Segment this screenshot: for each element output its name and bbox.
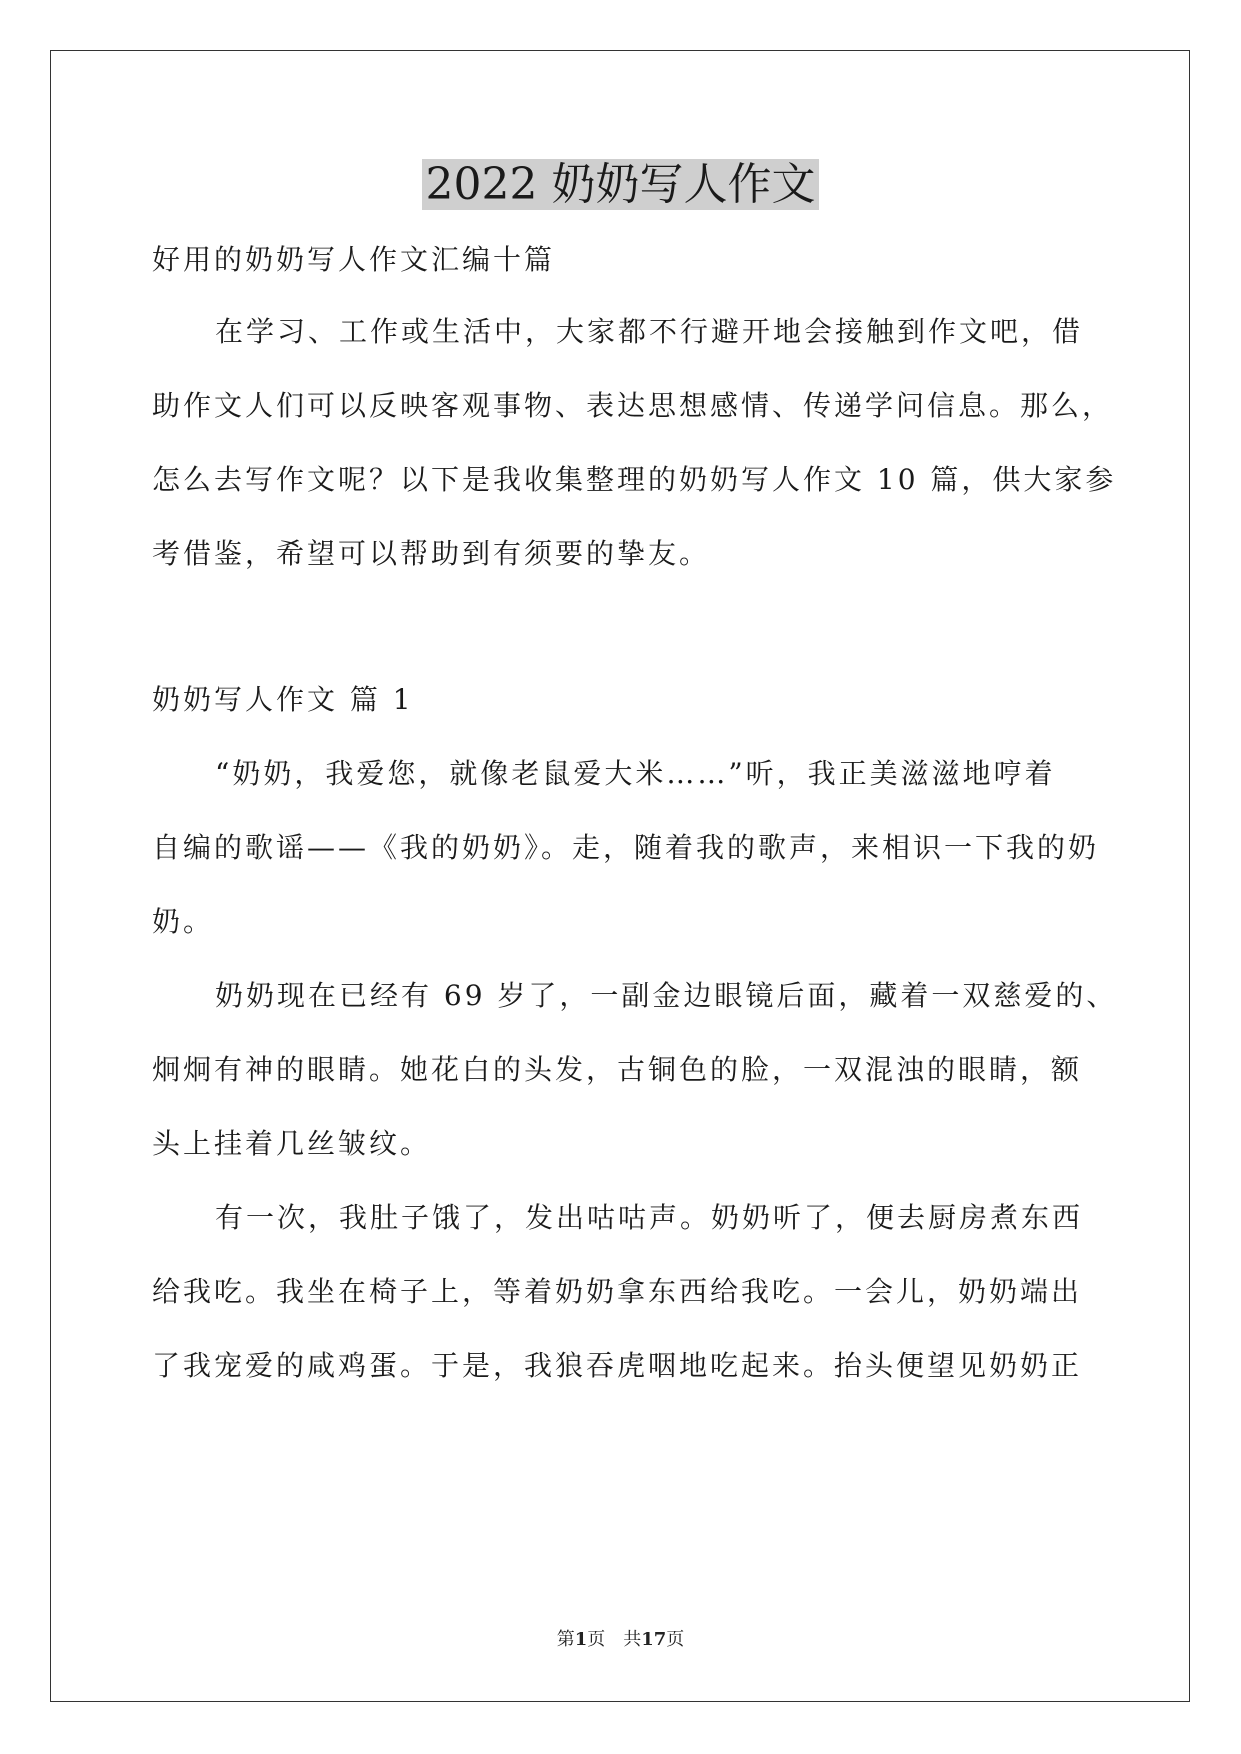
footer-total-pages: 17: [641, 1629, 667, 1650]
paragraph-3-line-3: 了我宠爱的咸鸡蛋。于是，我狼吞虎咽地吃起来。抬头便望见奶奶正: [152, 1349, 1083, 1382]
paragraph-1-line-2: 自编的歌谣——《我的奶奶》。走，随着我的歌声，来相识一下我的奶: [152, 831, 1100, 864]
document-subtitle: 好用的奶奶写人作文汇编十篇: [152, 243, 556, 276]
page-border: [50, 50, 1190, 1702]
footer-prefix: 第: [556, 1629, 575, 1650]
page-footer: [0, 1628, 1241, 1652]
footer-mid: 页 共: [587, 1629, 642, 1650]
paragraph-2-line-2: 炯炯有神的眼睛。她花白的头发，古铜色的脸，一双混浊的眼睛，额: [152, 1053, 1083, 1086]
footer-suffix: 页: [666, 1629, 685, 1650]
paragraph-1-line-1: “奶奶，我爱您，就像老鼠爱大米……”听，我正美滋滋地哼着: [215, 757, 1056, 790]
intro-line-3: 怎么去写作文呢？以下是我收集整理的奶奶写人作文 10 篇，供大家参: [152, 463, 1117, 496]
paragraph-2-line-3: 头上挂着几丝皱纹。: [152, 1127, 432, 1160]
paragraph-3-line-1: 有一次，我肚子饿了，发出咕咕声。奶奶听了，便去厨房煮东西: [215, 1201, 1084, 1234]
footer-page-number: 1: [574, 1629, 588, 1650]
section-heading: 奶奶写人作文 篇 1: [152, 683, 414, 716]
paragraph-3-line-2: 给我吃。我坐在椅子上，等着奶奶拿东西给我吃。一会儿，奶奶端出: [152, 1275, 1083, 1308]
paragraph-1-line-3: 奶。: [152, 905, 215, 938]
intro-line-2: 助作文人们可以反映客观事物、表达思想感情、传递学问信息。那么，: [152, 389, 1114, 422]
intro-line-1: 在学习、工作或生活中，大家都不行避开地会接触到作文吧，借: [215, 315, 1084, 348]
paragraph-2-line-1: 奶奶现在已经有 69 岁了，一副金边眼镜后面，藏着一双慈爱的、: [215, 979, 1118, 1012]
document-title: 2022 奶奶写人作文: [0, 155, 1241, 215]
intro-line-4: 考借鉴，希望可以帮助到有须要的挚友。: [152, 537, 711, 570]
